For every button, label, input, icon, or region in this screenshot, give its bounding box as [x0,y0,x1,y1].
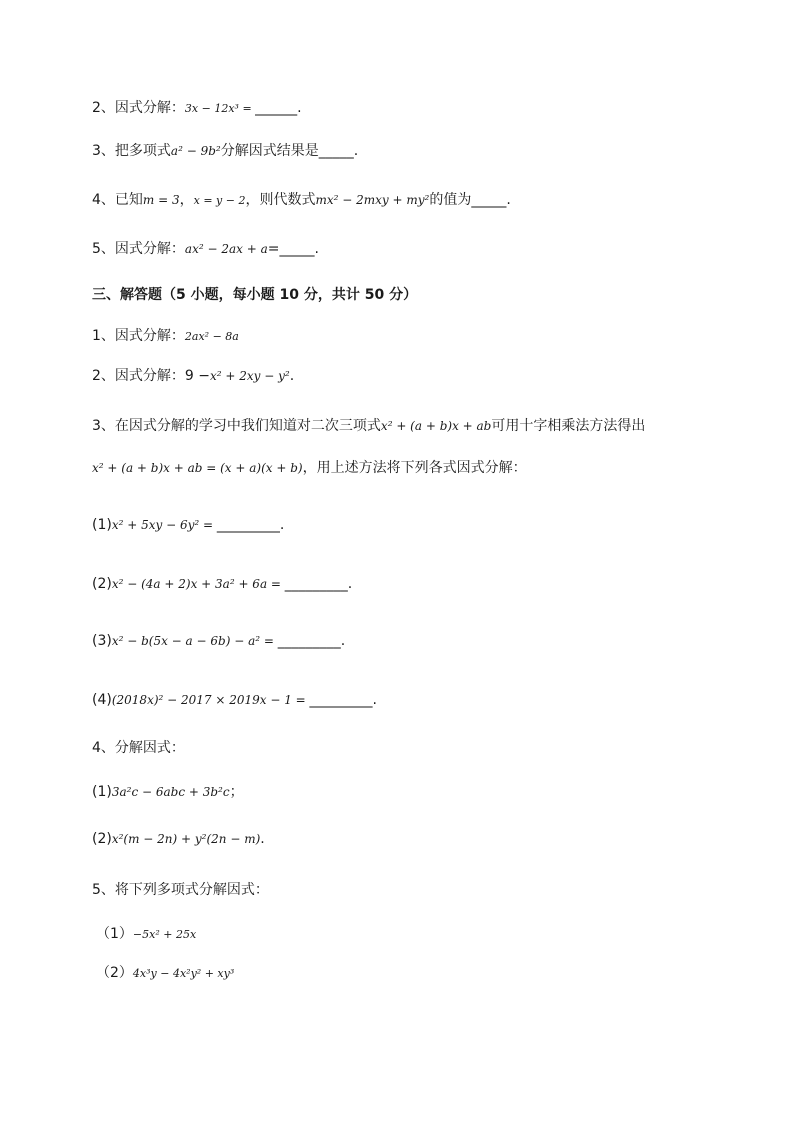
question-text: 因式分解：9 − [114,368,211,384]
question-number: 5、 [92,882,115,898]
problem-4-part-2 [92,829,265,849]
math-expression: mx² − 2mxy + my² [315,193,430,207]
answer-blank: _________ [277,633,341,649]
math-expression: 4x³y − 4x²y² + xy³ [132,967,235,980]
math-expression: x² + 2xy − y² [210,369,290,383]
problem-4 [92,738,185,758]
part-label: (3) [92,633,112,649]
part-label: （2） [96,965,133,981]
fill-in-question-2 [92,98,302,119]
question-text: ， [179,192,194,208]
math-expression: −5x² + 25x [132,928,197,941]
problem-3-part-4 [92,690,377,710]
period: . [314,241,319,257]
period: . [347,576,353,592]
problem-4-part-1 [92,782,244,802]
problem-5-part-1 [96,924,196,945]
question-text: ，用上述方法将下列各式因式分解： [302,460,527,476]
part-label: （1） [96,926,133,942]
question-number: 2、 [92,368,115,384]
math-expression: x² + 5xy − 6y² = [111,518,217,532]
question-text: 将下列多项式分解因式： [114,882,269,898]
question-text: 分解因式结果是 [220,143,319,159]
question-number: 3、 [92,143,115,159]
question-text: ，则代数式 [245,192,316,208]
problem-3-part-2 [92,574,352,594]
answer-blank: _____ [279,241,315,257]
math-expression: 3a²c − 6abc + 3b²c [111,785,230,799]
math-expression: x² + (a + b)x + ab = (x + a)(x + b) [92,461,303,475]
answer-blank: _____ [318,143,354,159]
problem-3-intro [92,416,645,436]
question-number: 3、 [92,418,115,434]
question-text: 分解因式： [114,740,185,756]
part-label: (2) [92,831,112,847]
question-number: 2、 [92,100,115,116]
part-label: (1) [92,784,112,800]
answer-blank: _________ [309,692,373,708]
math-expression: ax² − 2ax + a [184,242,268,256]
answer-blank: ______ [255,100,298,116]
math-expression: (2018x)² − 2017 × 2019x − 1 = [111,693,310,707]
problem-1 [92,326,239,347]
period: . [260,831,265,847]
question-text: 可用十字相乘法方法得出 [491,418,646,434]
period: . [297,100,302,116]
math-expression: x²(m − 2n) + y²(2n − m) [111,832,261,846]
part-label: (4) [92,692,112,708]
fill-in-question-3 [92,141,358,161]
question-text: 因式分解： [114,328,185,344]
question-number: 5、 [92,241,115,257]
math-expression: x² − (4a + 2)x + 3a² + 6a = [111,577,285,591]
math-expression: 2ax² − 8a [184,330,239,343]
question-number: 4、 [92,740,115,756]
period: . [279,517,285,533]
math-expression: 3x − 12x³ = [184,102,256,115]
question-text: 因式分解： [114,100,185,116]
question-text: = [267,241,280,257]
problem-3-part-1 [92,515,284,535]
answer-blank: _________ [284,576,348,592]
problem-3-part-3 [92,631,345,651]
answer-blank: _________ [216,517,280,533]
problem-3-method [92,458,527,478]
period: . [372,692,377,708]
period: . [289,368,295,384]
question-text: 因式分解： [114,241,185,257]
separator: ； [229,784,244,800]
question-text: 已知 [114,192,143,208]
math-expression: m = 3 [142,193,180,207]
question-number: 4、 [92,192,115,208]
question-text: 把多项式 [114,143,171,159]
part-label: (1) [92,517,112,533]
problem-5-part-2 [96,963,234,984]
question-text: 的值为 [429,192,472,208]
math-expression: x² − b(5x − a − 6b) − a² = [111,634,278,648]
question-text: 在因式分解的学习中我们知道对二次三项式 [114,418,381,434]
part-label: (2) [92,576,112,592]
math-expression: a² − 9b² [170,144,221,158]
math-expression: x = y − 2 [193,194,246,207]
question-number: 1、 [92,328,115,344]
period: . [506,192,511,208]
period: . [340,633,346,649]
fill-in-question-4 [92,190,511,211]
math-expression: x² + (a + b)x + ab [380,419,492,433]
problem-2 [92,366,294,386]
problem-5 [92,880,269,900]
section-heading: 三、解答题（5 小题，每小题 10 分，共计 50 分） [92,287,418,303]
period: . [353,143,359,159]
fill-in-question-5 [92,239,319,259]
answer-blank: _____ [471,192,507,208]
